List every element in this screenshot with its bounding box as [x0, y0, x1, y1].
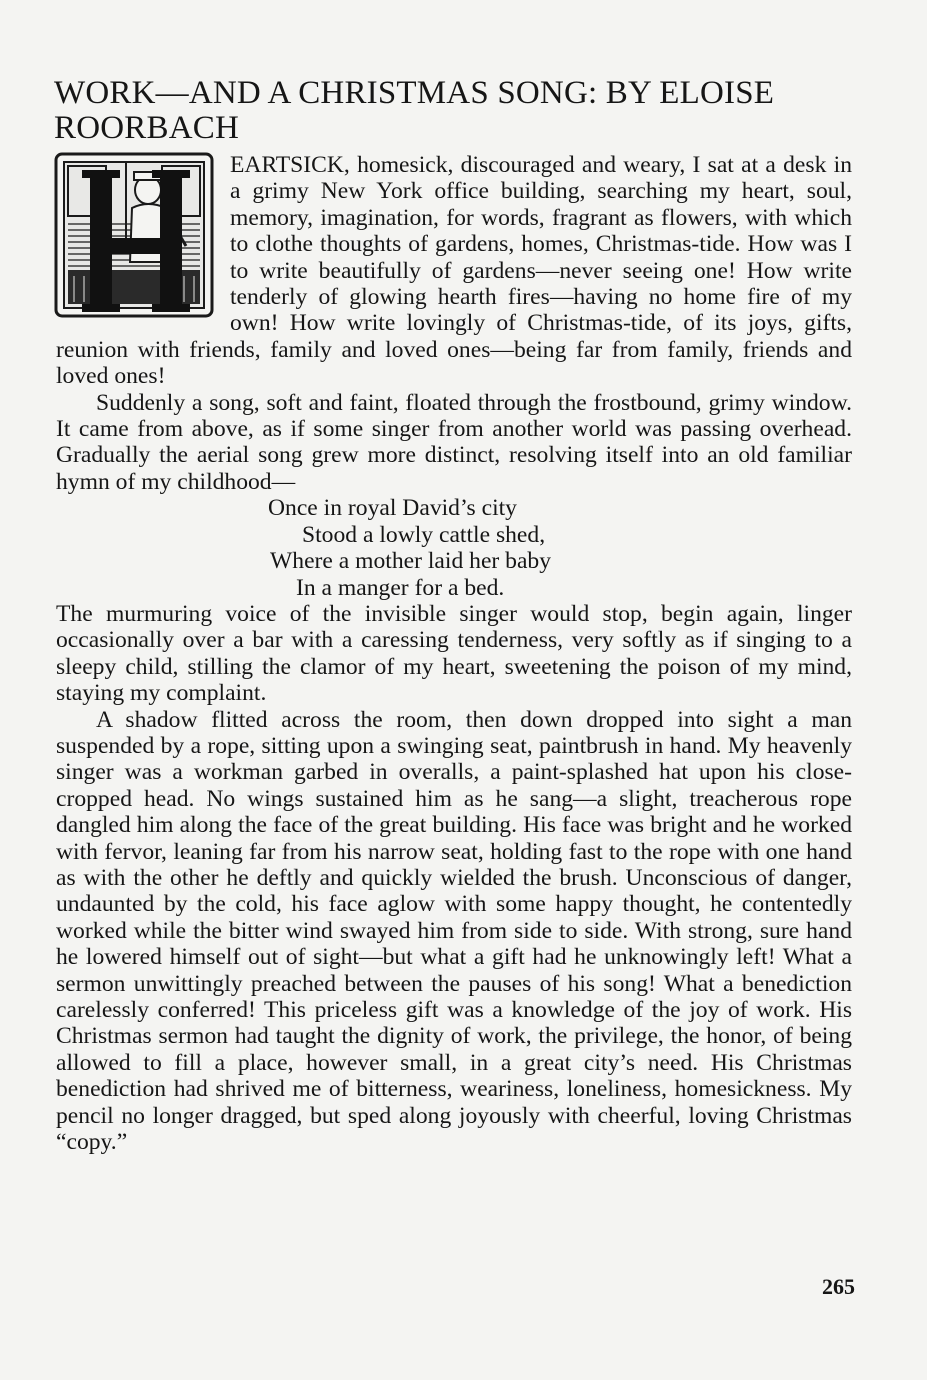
verse-line: Stood a lowly cattle shed, — [302, 521, 546, 548]
drop-cap-illustration-icon — [54, 152, 214, 318]
paragraph-3: The murmuring voice of the invisible singer would stop, begin again, linger occasionally over a bar with a caressing tenderness, very softly as if singing to a sleepy child, stilling the clamor of my heart, sweetening the poison of my mind, staying my complaint. — [56, 600, 852, 707]
verse-line: Where a mother laid her baby — [270, 548, 552, 575]
verse-line: Once in royal David’s city — [268, 495, 517, 522]
page-number: 265 — [822, 1274, 855, 1299]
illuminated-drop-cap — [54, 152, 214, 318]
article-body — [56, 152, 852, 1155]
paragraph-1: EARTSICK, homesick, discouraged and weary, I sat at a desk in a grimy New York office building, searching my heart, soul, memory, imagination, for words, fragrant as flowers, with which to clothe thoughts of gardens, homes, Christmas-tide. How was I to write beautifully of gardens—never seeing one! How write tenderly of glowing hearth fires—having no home fire of my own! How write lovingly of Christmas-tide, of its joys, gifts, reunion with friends, family and loved ones—being far from family, friends and loved ones! — [56, 152, 852, 390]
paragraph-2: Suddenly a song, soft and faint, floated through the frostbound, grimy window. It came from above, as if some singer from another world was passing overhead. Gradually the aerial song grew more distinct, resolving itself into an old familiar hymn of my childhood— — [56, 389, 852, 495]
hymn-verse — [56, 495, 852, 601]
paragraph-4: A shadow flitted across the room, then down dropped into sight a man suspended by a rope, sitting upon a swinging seat, paintbrush in hand. My heavenly singer was a workman garbed in overalls, a paint-splashed hat upon his close-cropped head. No wings sustained him as he sang—a slight, treacherous rope dangled him along the face of the great building. His face was bright and he worked with fervor, leaning far from his narrow seat, holding fast to the rope with one hand as with the other he deftly and quickly wielded the brush. Unconscious of danger, undaunted by the cold, his face aglow with some happy thought, he contentedly worked while the bitter wind swayed him from side to side. With strong, sure hand he lowered himself out of sight—but what a gift had he unknowingly left! What a sermon unwittingly preached between the pauses of his song! What a benediction carelessly conferred! This priceless gift was a knowledge of the joy of work. His Christmas sermon had taught the dignity of work, the privilege, the honor, of being allowed to fill a place, however small, in a great city’s need. His Christmas benediction had shrived me of bitterness, weariness, loneliness, homesickness. My pencil no longer dragged, but sped along joyously with cheerful, loving Christmas “copy.” — [56, 706, 852, 1156]
article-title: WORK—AND A CHRISTMAS SONG: BY ELOISE ROORBACH — [54, 75, 775, 146]
verse-line: In a manger for a bed. — [296, 574, 505, 601]
